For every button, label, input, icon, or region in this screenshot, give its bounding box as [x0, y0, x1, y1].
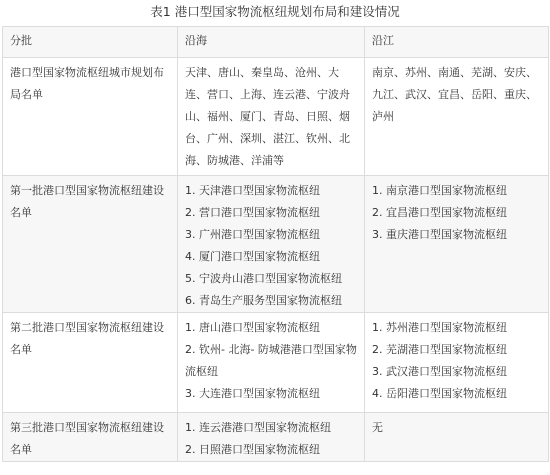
header-river: 沿江 [365, 27, 549, 58]
coastal-cities-cell: 天津、唐山、秦皇岛、沧州、大连、营口、上海、连云港、宁波舟山、福州、厦门、青岛、日照、烟台、广州、深圳、湛江、钦州、北海、防城港、洋浦等 [178, 58, 365, 176]
list-item: 6. 青岛生产服务型国家物流枢纽 [185, 294, 342, 307]
list-item: 2. 宜昌港口型国家物流枢纽 [372, 206, 507, 219]
header-row [3, 27, 549, 58]
river-cities-text: 南京、苏州、南通、芜湖、安庆、九江、武汉、宜昌、岳阳、重庆、泸州 [372, 66, 537, 123]
list-item: 4. 岳阳港口型国家物流枢纽 [372, 387, 507, 400]
batch-cell: 第一批港口型国家物流枢纽建设名单 [3, 176, 178, 313]
batch-cell: 港口型国家物流枢纽城市规划布局名单 [3, 58, 178, 176]
batch-cell: 第二批港口型国家物流枢纽建设名单 [3, 313, 178, 413]
list-item: 2. 日照港口型国家物流枢纽 [185, 443, 320, 456]
coastal-hubs-cell [178, 176, 365, 313]
coastal-hubs-cell [178, 413, 365, 462]
list-item: 5. 宁波舟山港口型国家物流枢纽 [185, 272, 342, 285]
list-item: 3. 武汉港口型国家物流枢纽 [372, 365, 507, 378]
list-item: 1. 唐山港口型国家物流枢纽 [185, 321, 320, 334]
list-item: 3. 重庆港口型国家物流枢纽 [372, 228, 507, 241]
table-row-city-layout [3, 58, 549, 176]
list-item: 2. 芜湖港口型国家物流枢纽 [372, 343, 507, 356]
batch-cell: 第三批港口型国家物流枢纽建设名单 [3, 413, 178, 462]
river-hubs-cell: 无 [365, 413, 549, 462]
list-item: 1. 苏州港口型国家物流枢纽 [372, 321, 507, 334]
hub-plan-table [2, 26, 549, 462]
table-caption: 表1 港口型国家物流枢纽规划布局和建设情况 [150, 4, 400, 19]
header-coastal: 沿海 [178, 27, 365, 58]
list-item: 3. 广州港口型国家物流枢纽 [185, 228, 320, 241]
table-row-batch-1 [3, 176, 549, 313]
list-item: 4. 厦门港口型国家物流枢纽 [185, 250, 320, 263]
list-item: 1. 南京港口型国家物流枢纽 [372, 184, 507, 197]
river-hubs-cell [365, 313, 549, 413]
list-item: 3. 大连港口型国家物流枢纽 [185, 387, 320, 400]
river-cities-cell [365, 58, 549, 176]
list-item: 2. 钦州- 北海- 防城港港口型国家物流枢纽 [185, 343, 357, 378]
list-item: 1. 连云港港口型国家物流枢纽 [185, 421, 331, 434]
coastal-hubs-cell [178, 313, 365, 413]
table-row-batch-2 [3, 313, 549, 413]
list-item: 1. 天津港口型国家物流枢纽 [185, 184, 320, 197]
table-row-batch-3 [3, 413, 549, 462]
header-batch: 分批 [3, 27, 178, 58]
river-hubs-cell [365, 176, 549, 313]
list-item: 2. 营口港口型国家物流枢纽 [185, 206, 320, 219]
